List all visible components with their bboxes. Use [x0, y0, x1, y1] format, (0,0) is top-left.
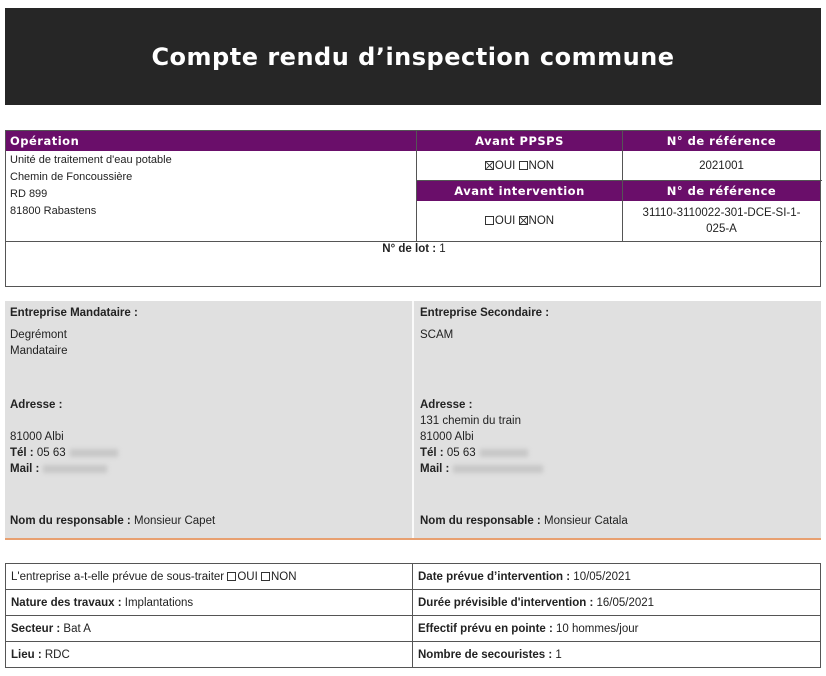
- redacted-phone: [480, 449, 528, 457]
- ppsps-non-label: NON: [528, 160, 555, 172]
- table-row: [6, 616, 821, 642]
- tel-label: Tél :: [420, 447, 444, 459]
- duree-value: 16/05/2021: [596, 596, 655, 609]
- operation-header-label: Opération: [10, 134, 80, 148]
- effectif-label: Effectif prévu en pointe :: [418, 622, 553, 635]
- ppsps-oui-label: OUI: [494, 160, 516, 172]
- reference-2-line1: 31110-3110022-301-DCE-SI-1-: [642, 207, 801, 219]
- mail-label: Mail :: [420, 463, 450, 475]
- nature-value: Implantations: [124, 596, 194, 609]
- lieu-cell: [6, 642, 413, 668]
- avant-intervention-value: [417, 202, 622, 240]
- reference-header-2: [623, 181, 820, 201]
- secondaire-city: 81000 Albi: [420, 431, 474, 443]
- secondaire-mail: [420, 463, 543, 475]
- duree-cell: [413, 590, 821, 616]
- avant-ppsps-value: [417, 152, 622, 180]
- details-table: [5, 563, 821, 668]
- lot-label: N° de lot :: [382, 243, 437, 255]
- operation-address: [10, 152, 410, 220]
- operation-header: [6, 131, 416, 151]
- lot-value: 1: [439, 243, 446, 255]
- subcontract-non-label: NON: [271, 570, 297, 583]
- secondaire-street: 131 chemin du train: [420, 415, 522, 427]
- companies-section: [5, 301, 821, 540]
- ppsps-oui-checkbox[interactable]: [485, 161, 494, 170]
- lieu-label: Lieu :: [11, 648, 42, 661]
- tel-label: Tél :: [10, 447, 34, 459]
- secondaire-address-label: Adresse :: [420, 399, 473, 411]
- table-row: [6, 642, 821, 668]
- mandataire-role: Mandataire: [10, 345, 68, 357]
- secouristes-value: 1: [555, 648, 562, 661]
- subcontract-non-checkbox[interactable]: [261, 572, 270, 581]
- mandataire-name: Degrémont: [10, 329, 67, 341]
- reference-value-2: [623, 205, 820, 237]
- redacted-mail: [453, 465, 543, 473]
- avant-intervention-label: Avant intervention: [454, 184, 585, 198]
- intervention-oui-checkbox[interactable]: [485, 216, 494, 225]
- nature-label: Nature des travaux :: [11, 596, 122, 609]
- address-line: 81800 Rabastens: [10, 205, 97, 217]
- operation-table: [5, 130, 821, 287]
- mandataire-responsible: [10, 515, 215, 527]
- secondaire-tel: [420, 447, 528, 459]
- reference-header-2-label: N° de référence: [666, 184, 777, 198]
- table-row: [6, 590, 821, 616]
- avant-ppsps-header: [417, 131, 622, 151]
- intervention-non-label: NON: [528, 215, 555, 227]
- address-line: RD 899: [10, 188, 48, 200]
- secteur-value: Bat A: [63, 622, 91, 635]
- date-value: 10/05/2021: [573, 570, 631, 583]
- tel-value: 05 63: [446, 447, 476, 459]
- secouristes-label: Nombre de secouristes :: [418, 648, 553, 661]
- address-line: Unité de traitement d'eau potable: [10, 154, 172, 166]
- secteur-label: Secteur :: [11, 622, 61, 635]
- secouristes-cell: [413, 642, 821, 668]
- subcontract-oui-checkbox[interactable]: [227, 572, 236, 581]
- subcontract-cell: [6, 564, 413, 590]
- intervention-oui-label: OUI: [494, 215, 516, 227]
- ppsps-non-checkbox[interactable]: [519, 161, 528, 170]
- reference-1-text: 2021001: [699, 160, 744, 172]
- title-banner: [5, 8, 821, 105]
- avant-intervention-header: [417, 181, 622, 201]
- mandataire-title: Entreprise Mandataire :: [10, 307, 138, 319]
- subcontract-oui-label: OUI: [237, 570, 258, 583]
- secondaire-title: Entreprise Secondaire :: [420, 307, 550, 319]
- nature-cell: [6, 590, 413, 616]
- mandataire-mail: [10, 463, 107, 475]
- responsible-label: Nom du responsable :: [420, 515, 541, 527]
- date-label: Date prévue d’intervention :: [418, 570, 571, 583]
- mail-label: Mail :: [10, 463, 40, 475]
- mandataire-city: 81000 Albi: [10, 431, 64, 443]
- secteur-cell: [6, 616, 413, 642]
- secondaire-responsible: [420, 515, 628, 527]
- reference-header-1: [623, 131, 820, 151]
- lot-number: [6, 243, 822, 255]
- responsible-name: Monsieur Catala: [543, 515, 628, 527]
- mandataire-tel: [10, 447, 118, 459]
- responsible-label: Nom du responsable :: [10, 515, 131, 527]
- mandataire-column: [5, 301, 411, 538]
- address-line: Chemin de Foncoussière: [10, 171, 133, 183]
- avant-ppsps-label: Avant PPSPS: [475, 134, 564, 148]
- reference-header-1-label: N° de référence: [666, 134, 777, 148]
- effectif-cell: [413, 616, 821, 642]
- table-row: [6, 564, 821, 590]
- intervention-non-checkbox[interactable]: [519, 216, 528, 225]
- redacted-mail: [43, 465, 107, 473]
- duree-label: Durée prévisible d'intervention :: [418, 596, 594, 609]
- subcontract-question: L'entreprise a-t-elle prévue de sous-traiter: [11, 570, 225, 583]
- reference-2-line2: 025-A: [706, 223, 737, 235]
- mandataire-address-label: Adresse :: [10, 399, 63, 411]
- page-title: Compte rendu d’inspection commune: [151, 42, 675, 71]
- lieu-value: RDC: [44, 648, 70, 661]
- tel-value: 05 63: [36, 447, 66, 459]
- reference-value-1: [623, 152, 820, 180]
- secondaire-column: [415, 301, 821, 538]
- effectif-value: 10 hommes/jour: [556, 622, 639, 635]
- date-cell: [413, 564, 821, 590]
- secondaire-name: SCAM: [420, 329, 454, 341]
- responsible-name: Monsieur Capet: [133, 515, 216, 527]
- redacted-phone: [70, 449, 118, 457]
